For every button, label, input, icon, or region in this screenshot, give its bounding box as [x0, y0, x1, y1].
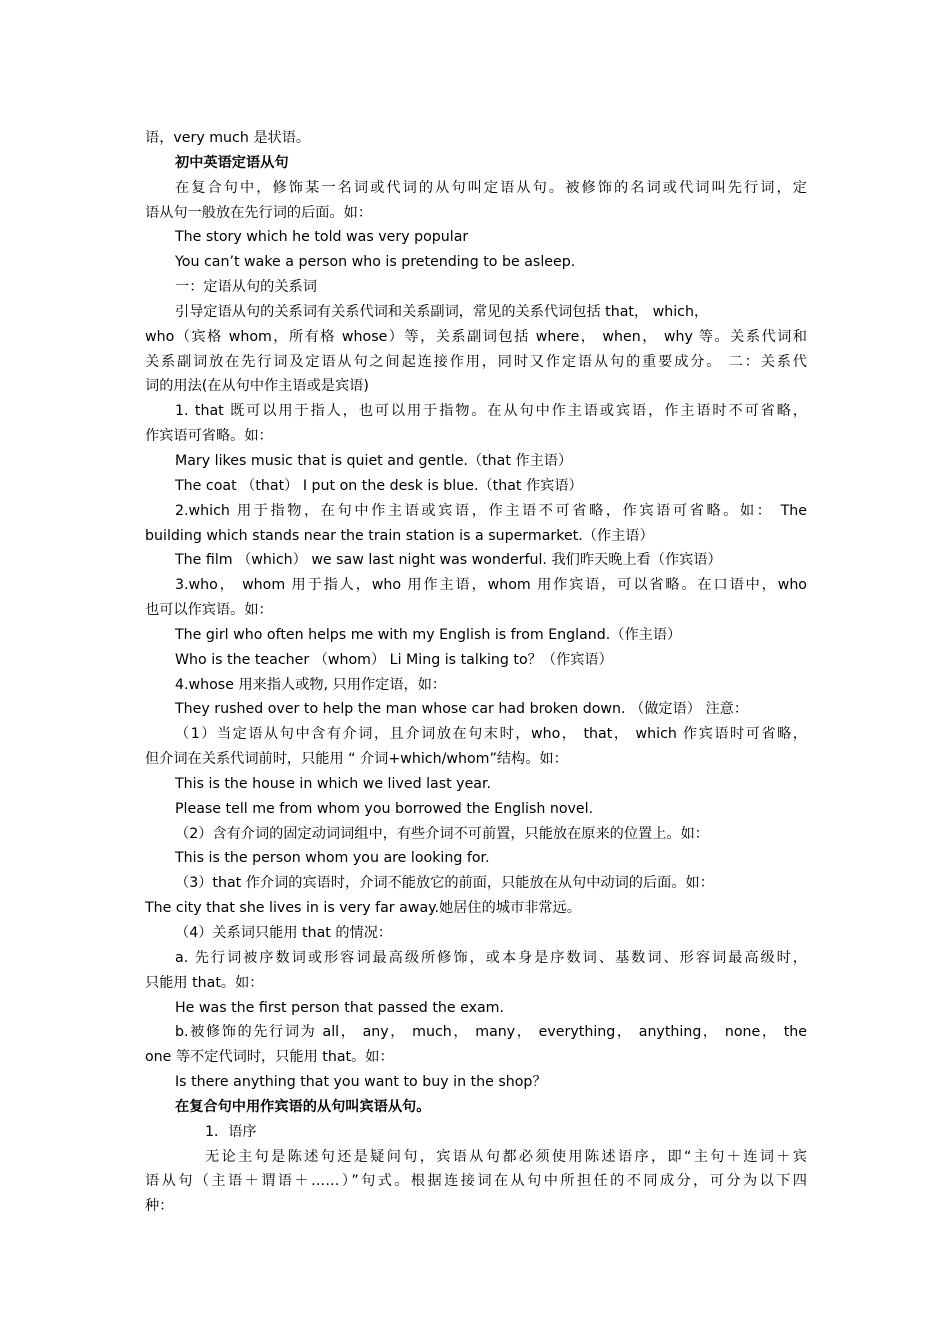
- text-line: 一：定语从句的关系词: [175, 279, 317, 296]
- text-line: 但介词在关系代词前时，只能用 “ 介词+which/whom”结构。如：: [145, 751, 568, 768]
- section-heading: 初中英语定语从句: [175, 154, 289, 171]
- text-line: 在复合句中，修饰某一名词或代词的从句叫定语从句。被修饰的名词或代词叫先行词，定: [175, 179, 807, 196]
- text-line: The coat （that） I put on the desk is blue.（that 作宾语）: [175, 477, 583, 494]
- text-line: 语从句一般放在先行词的后面。如：: [145, 204, 373, 221]
- text-line: （4）关系词只能用 that 的情况：: [175, 925, 393, 941]
- text-line: 只能用 that。如：: [145, 974, 264, 991]
- text-line: Mary likes music that is quiet and gentle.（that 作主语）: [175, 452, 573, 469]
- text-line: 3.who， whom 用于指人，who 用作主语，whom 用作宾语，可以省略。在口语中，who: [175, 577, 807, 594]
- text-line: This is the person whom you are looking for.: [175, 850, 490, 867]
- text-line: Please tell me from whom you borrowed the English novel.: [175, 800, 594, 817]
- text-line: 2.which 用于指物，在句中作主语或宾语，作主语不可省略，作宾语可省略。如： The: [175, 502, 807, 519]
- text-line: 也可以作宾语。如：: [145, 602, 273, 619]
- text-line: b.被修饰的先行词为 all， any， much， many， everything， anything， none， the: [175, 1024, 807, 1041]
- text-line: 语从句（主语＋谓语＋……）”句式。根据连接词在从句中所担任的不同成分，可分为以下四: [145, 1173, 807, 1190]
- text-line: 无论主句是陈述句还是疑问句，宾语从句都必须使用陈述语序，即“主句＋连词＋宾: [205, 1148, 807, 1165]
- text-line: They rushed over to help the man whose car had broken down. （做定语） 注意：: [175, 701, 749, 718]
- text-line: （3）that 作介词的宾语时，介词不能放它的前面，只能放在从句中动词的后面。如：: [175, 875, 714, 892]
- text-line: 语，very much 是状语。: [145, 130, 311, 146]
- text-line: who（宾格 whom，所有格 whose）等，关系副词包括 where， when， why 等。关系代词和: [145, 328, 807, 345]
- text-line: building which stands near the train station is a supermarket.（作主语）: [145, 527, 654, 544]
- section-heading: 在复合句中用作宾语的从句叫宾语从句。: [175, 1098, 431, 1115]
- text-line: 1. that 既可以用于指人，也可以用于指物。在从句中作主语或宾语，作主语时不可省略，: [175, 403, 807, 420]
- text-line: 作宾语可省略。如：: [145, 428, 273, 445]
- text-line: Who is the teacher （whom） Li Ming is talking to？（作宾语）: [175, 651, 613, 668]
- text-line: 1．语序: [205, 1123, 257, 1140]
- text-line: You can’t wake a person who is pretending to be asleep.: [175, 254, 576, 271]
- text-line: This is the house in which we lived last year.: [175, 775, 492, 792]
- text-line: 词的用法(在从句中作主语或是宾语): [145, 378, 369, 395]
- text-line: 种：: [145, 1198, 174, 1215]
- text-line: a. 先行词被序数词或形容词最高级所修饰，或本身是序数词、基数词、形容词最高级时，: [175, 949, 807, 966]
- text-line: He was the first person that passed the exam.: [175, 999, 505, 1016]
- text-line: The film （which） we saw last night was wonderful. 我们昨天晚上看（作宾语）: [175, 552, 722, 569]
- text-line: Is there anything that you want to buy in the shop？: [175, 1074, 547, 1091]
- text-line: The city that she lives in is very far away.她居住的城市非常远。: [145, 900, 581, 917]
- text-line: 关系副词放在先行词及定语从句之间起连接作用，同时又作定语从句的重要成分。 二：关系代: [145, 353, 807, 370]
- text-line: （2）含有介词的固定动词词组中，有些介词不可前置，只能放在原来的位置上。如：: [175, 825, 709, 842]
- text-line: 4.whose 用来指人或物, 只用作定语，如：: [175, 676, 447, 693]
- text-line: （1）当定语从句中含有介词，且介词放在句末时，who， that， which 作宾语时可省略，: [175, 726, 807, 743]
- text-line: The story which he told was very popular: [175, 229, 469, 246]
- text-line: one 等不定代词时，只能用 that。如：: [145, 1049, 394, 1066]
- text-line: 引导定语从句的关系词有关系代词和关系副词，常见的关系代词包括 that， which，: [175, 303, 709, 320]
- text-line: The girl who often helps me with my English is from England.（作主语）: [175, 626, 682, 643]
- document-body: [145, 126, 807, 1219]
